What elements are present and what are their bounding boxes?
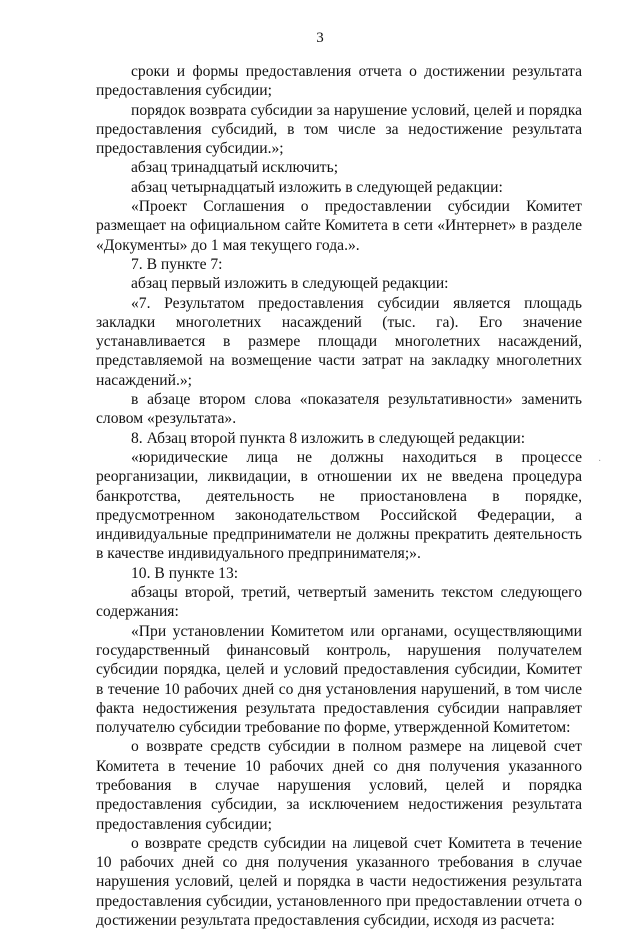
paragraph: абзацы второй, третий, четвертый заменить текстом следующего содержания: (96, 584, 582, 621)
scan-speck: · (598, 456, 602, 467)
paragraph: в абзаце втором слова «показателя результативности» заменить словом «результата». (96, 391, 582, 428)
paragraph: «юридические лица не должны находиться в процессе реорганизации, ликвидации, в отношении их не введена процедура банкротства, деятельность не приостановлена в порядке, предусмотренном законодательством Российской Федерации, а индивидуальные предприниматели не должны прекратить деятельность в качестве индивидуального предпринимателя;». (96, 448, 582, 563)
paragraph: «7. Результатом предоставления субсидии является площадь закладки многолетних насаждений (тыс. га). Его значение устанавливается в размере площади многолетних насаждений, представляемой на возмещение части затрат на закладку многолетних насаждений.»; (96, 294, 582, 389)
paragraph: 7. В пункте 7: (131, 255, 223, 273)
paragraph: абзац первый изложить в следующей редакции: (131, 275, 449, 293)
paragraph: абзац тринадцатый исключить; (131, 159, 339, 177)
paragraph: сроки и формы предоставления отчета о достижении результата предоставления субсидии; (96, 63, 582, 100)
paragraph: о возврате средств субсидии на лицевой счет Комитета в течение 10 рабочих дней со дня получения указанного требования в случае нарушения условий, целей и порядка в части недостижения результата предоставления субсидии, установленного при предоставлении отчета о достижении результата предоставления субсидии, исходя из расчета: (96, 834, 582, 930)
document-body (96, 62, 582, 930)
paragraph: о возврате средств субсидии в полном размере на лицевой счет Комитета в течение 10 рабочих дней со дня получения указанного требования в случае нарушения условий, целей и порядка предоставления субсидии, за исключением недостижения результата предоставления субсидии; (96, 738, 582, 833)
paragraph: порядок возврата субсидии за нарушение условий, целей и порядка предоставления субсидий, в том числе за недостижение результата предоставления субсидии.»; (96, 101, 582, 158)
paragraph: «Проект Соглашения о предоставлении субсидии Комитет размещает на официальном сайте Комитета в сети «Интернет» в разделе «Документы» до 1 мая текущего года.». (96, 198, 582, 254)
paragraph: 10. В пункте 13: (131, 564, 239, 582)
paragraph: «При установлении Комитетом или органами, осуществляющими государственный финансовый контроль, нарушения получателем субсидии порядка, целей и условий предоставления субсидии, Комитет в течение 10 рабочих дней со дня установления нарушений, в том числе факта недостижения результата предоставления субсидии направляет получателю субсидии требование по форме, утвержденной Комитетом: (96, 622, 582, 737)
paragraph: абзац четырнадцатый изложить в следующей редакции: (131, 178, 503, 196)
page-number: 3 (316, 30, 324, 46)
paragraph: 8. Абзац второй пункта 8 изложить в следующей редакции: (131, 429, 526, 447)
